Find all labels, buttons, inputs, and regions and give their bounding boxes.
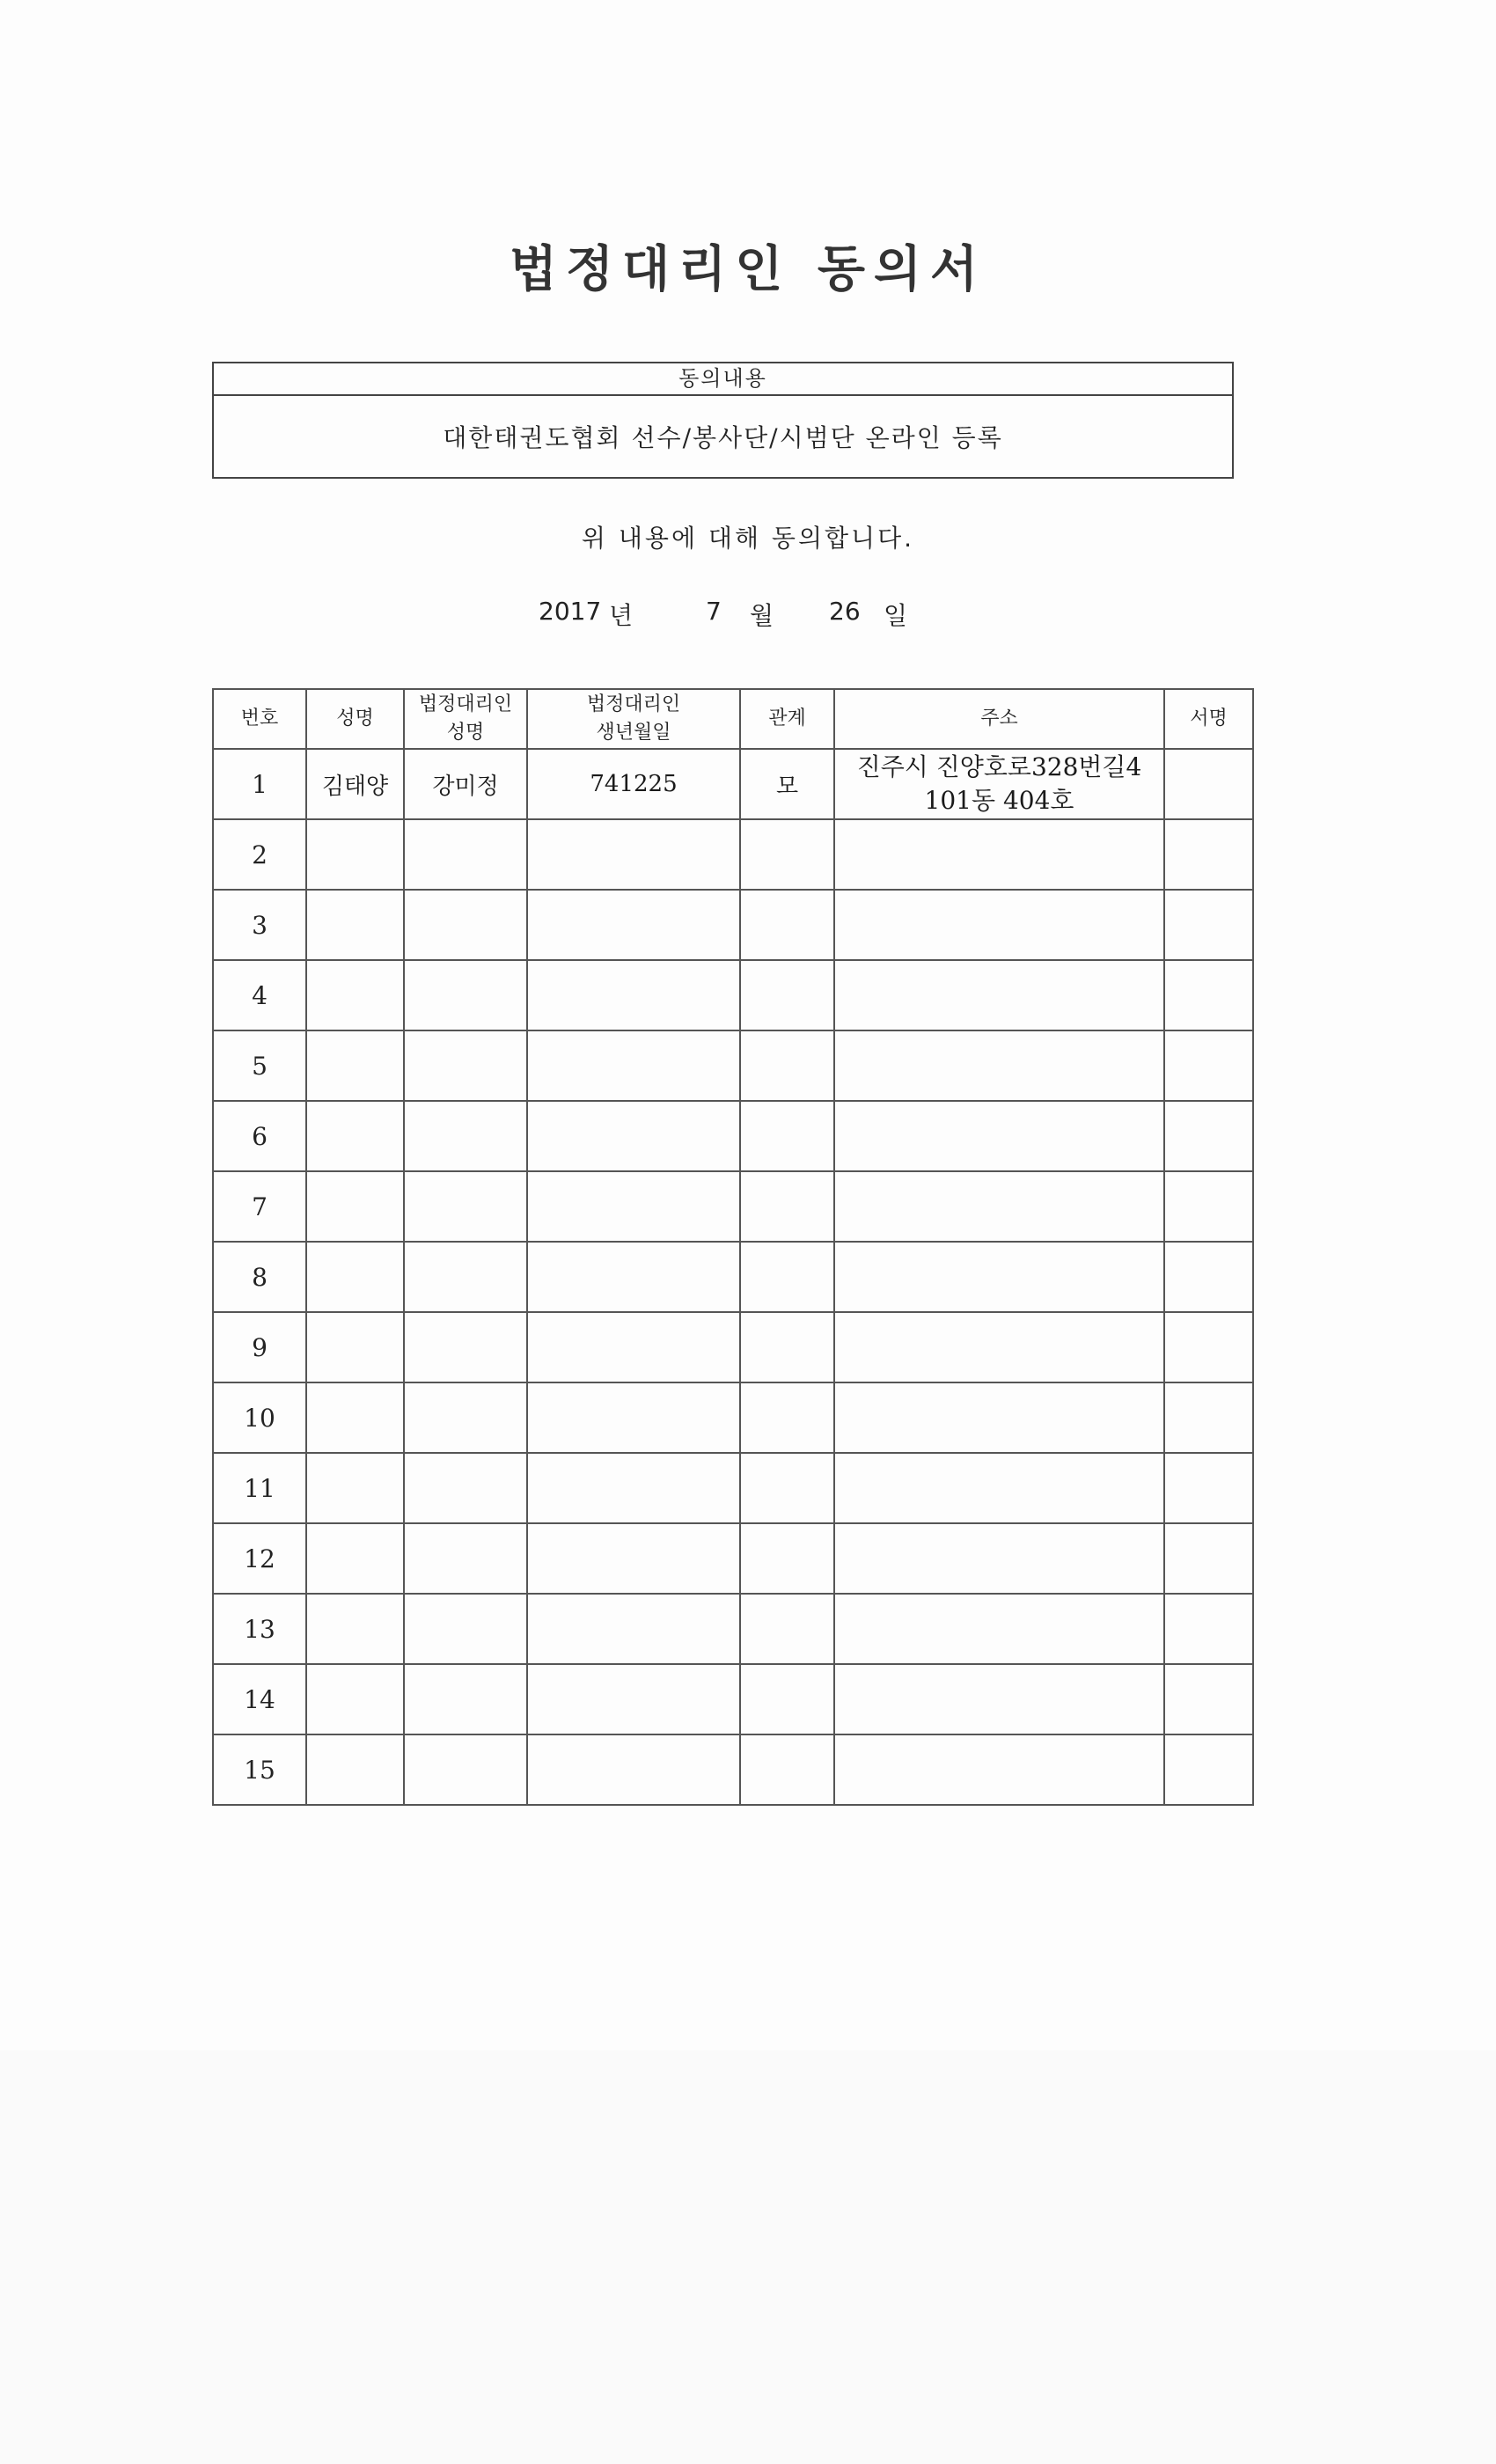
- row-address: [834, 1594, 1164, 1664]
- row-guardian-birth: 741225: [527, 749, 740, 819]
- header-no: 번호: [213, 689, 306, 749]
- row-signature: [1164, 1664, 1253, 1734]
- row-guardian-name: [404, 1734, 527, 1805]
- row-address-line1: 진주시 진양호로328번길4: [856, 752, 1142, 781]
- row-guardian-birth: [527, 1523, 740, 1594]
- row-guardian-name: [404, 1030, 527, 1101]
- document-title: 법정대리인 동의서: [509, 240, 987, 298]
- row-guardian-name: [404, 1312, 527, 1382]
- row-signature: [1164, 1030, 1253, 1101]
- row-name: [306, 890, 404, 960]
- row-relation: [740, 1312, 834, 1382]
- table-row: [213, 1101, 1253, 1171]
- row-number: 3: [213, 890, 306, 960]
- row-guardian-birth: [527, 960, 740, 1030]
- date-month: 7: [706, 597, 722, 626]
- table-row: [213, 1664, 1253, 1734]
- table-row: [213, 1171, 1253, 1242]
- row-address: [834, 890, 1164, 960]
- row-name: [306, 1734, 404, 1805]
- row-address: [834, 960, 1164, 1030]
- row-address: [834, 1030, 1164, 1101]
- date-day-unit: 일: [884, 601, 908, 630]
- date-day: 26: [829, 597, 861, 626]
- header-guardian-name: [404, 689, 527, 749]
- row-name: [306, 1030, 404, 1101]
- row-address: [834, 1171, 1164, 1242]
- row-number: 11: [213, 1453, 306, 1523]
- row-relation: [740, 1242, 834, 1312]
- row-relation: [740, 1101, 834, 1171]
- row-address: [834, 1312, 1164, 1382]
- row-number: 7: [213, 1171, 306, 1242]
- row-number: 2: [213, 819, 306, 890]
- row-guardian-birth: [527, 1171, 740, 1242]
- row-signature: [1164, 1101, 1253, 1171]
- row-signature: [1164, 1382, 1253, 1453]
- agreement-statement: 위 내용에 대해 동의합니다.: [581, 524, 915, 553]
- header-guardian-name-line2: 성명: [446, 722, 485, 744]
- row-guardian-birth: [527, 1382, 740, 1453]
- row-relation: [740, 1664, 834, 1734]
- row-relation: [740, 890, 834, 960]
- row-relation: [740, 1453, 834, 1523]
- row-guardian-birth: [527, 1453, 740, 1523]
- row-relation: [740, 1734, 834, 1805]
- row-guardian-birth: [527, 1734, 740, 1805]
- consent-content-box: [212, 362, 1234, 479]
- row-relation: [740, 1171, 834, 1242]
- table-row: [213, 1382, 1253, 1453]
- row-number: 15: [213, 1734, 306, 1805]
- row-name: [306, 1523, 404, 1594]
- row-guardian-birth: [527, 1594, 740, 1664]
- table-row: [213, 1734, 1253, 1805]
- row-address: [834, 819, 1164, 890]
- table-row: [213, 1523, 1253, 1594]
- row-guardian-birth: [527, 890, 740, 960]
- row-name: [306, 960, 404, 1030]
- row-relation: [740, 960, 834, 1030]
- table-row: [213, 819, 1253, 890]
- header-signature: 서명: [1164, 689, 1253, 749]
- table-row: [213, 960, 1253, 1030]
- row-address: [834, 1664, 1164, 1734]
- header-address: 주소: [834, 689, 1164, 749]
- row-number: 6: [213, 1101, 306, 1171]
- row-signature: [1164, 1523, 1253, 1594]
- header-guardian-birth: [527, 689, 740, 749]
- row-name: 김태양: [306, 749, 404, 819]
- row-signature: [1164, 1734, 1253, 1805]
- table-row: [213, 1030, 1253, 1101]
- row-address: [834, 1382, 1164, 1453]
- row-number: 13: [213, 1594, 306, 1664]
- row-name: [306, 1312, 404, 1382]
- row-number: 4: [213, 960, 306, 1030]
- row-name: [306, 1594, 404, 1664]
- date-month-unit: 월: [750, 601, 774, 630]
- row-signature: [1164, 1171, 1253, 1242]
- row-guardian-name: [404, 1594, 527, 1664]
- row-signature: [1164, 1453, 1253, 1523]
- row-guardian-birth: [527, 1242, 740, 1312]
- row-guardian-name: [404, 819, 527, 890]
- row-address: [834, 1523, 1164, 1594]
- row-guardian-name: [404, 960, 527, 1030]
- date-year: 2017: [539, 597, 602, 626]
- row-relation: [740, 819, 834, 890]
- row-guardian-name: [404, 1101, 527, 1171]
- row-number: 9: [213, 1312, 306, 1382]
- row-number: 1: [213, 749, 306, 819]
- row-signature: [1164, 1594, 1253, 1664]
- row-address: [834, 749, 1164, 819]
- date-year-unit: 년: [609, 601, 634, 630]
- row-relation: [740, 1594, 834, 1664]
- row-address-line2: 101동 404호: [924, 786, 1074, 815]
- row-address: [834, 1242, 1164, 1312]
- table-row: [213, 890, 1253, 960]
- table-row: [213, 1312, 1253, 1382]
- table-row: [213, 1453, 1253, 1523]
- table-row: [213, 749, 1253, 819]
- row-signature: [1164, 1312, 1253, 1382]
- row-name: [306, 819, 404, 890]
- row-guardian-birth: [527, 1664, 740, 1734]
- row-guardian-name: 강미정: [404, 749, 527, 819]
- row-guardian-name: [404, 1171, 527, 1242]
- row-address: [834, 1734, 1164, 1805]
- row-name: [306, 1382, 404, 1453]
- row-guardian-name: [404, 1523, 527, 1594]
- row-signature: [1164, 819, 1253, 890]
- row-guardian-birth: [527, 1101, 740, 1171]
- row-guardian-birth: [527, 819, 740, 890]
- row-address: [834, 1101, 1164, 1171]
- row-guardian-name: [404, 1242, 527, 1312]
- row-number: 5: [213, 1030, 306, 1101]
- row-name: [306, 1453, 404, 1523]
- row-guardian-birth: [527, 1312, 740, 1382]
- row-number: 10: [213, 1382, 306, 1453]
- row-name: [306, 1242, 404, 1312]
- row-number: 8: [213, 1242, 306, 1312]
- header-guardian-name-line1: 법정대리인: [418, 693, 513, 715]
- consent-header: 동의내용: [214, 363, 1232, 396]
- row-signature: [1164, 1242, 1253, 1312]
- row-signature: [1164, 960, 1253, 1030]
- row-guardian-name: [404, 1453, 527, 1523]
- row-signature: [1164, 749, 1253, 819]
- row-guardian-name: [404, 1664, 527, 1734]
- header-guardian-birth-line1: 법정대리인: [586, 693, 681, 715]
- row-address: [834, 1453, 1164, 1523]
- header-name: 성명: [306, 689, 404, 749]
- header-guardian-birth-line2: 생년월일: [596, 722, 671, 744]
- guardian-roster-table: [212, 688, 1254, 1806]
- row-guardian-name: [404, 890, 527, 960]
- row-relation: [740, 1030, 834, 1101]
- row-name: [306, 1171, 404, 1242]
- row-guardian-name: [404, 1382, 527, 1453]
- row-guardian-birth: [527, 1030, 740, 1101]
- table-row: [213, 1242, 1253, 1312]
- row-signature: [1164, 890, 1253, 960]
- table-row: [213, 1594, 1253, 1664]
- row-relation: [740, 1523, 834, 1594]
- row-number: 12: [213, 1523, 306, 1594]
- row-name: [306, 1101, 404, 1171]
- row-number: 14: [213, 1664, 306, 1734]
- row-name: [306, 1664, 404, 1734]
- row-relation: 모: [740, 749, 834, 819]
- row-relation: [740, 1382, 834, 1453]
- header-relation: 관계: [740, 689, 834, 749]
- consent-body: 대한태권도협회 선수/봉사단/시범단 온라인 등록: [443, 423, 1003, 452]
- table-header-row: [213, 689, 1253, 749]
